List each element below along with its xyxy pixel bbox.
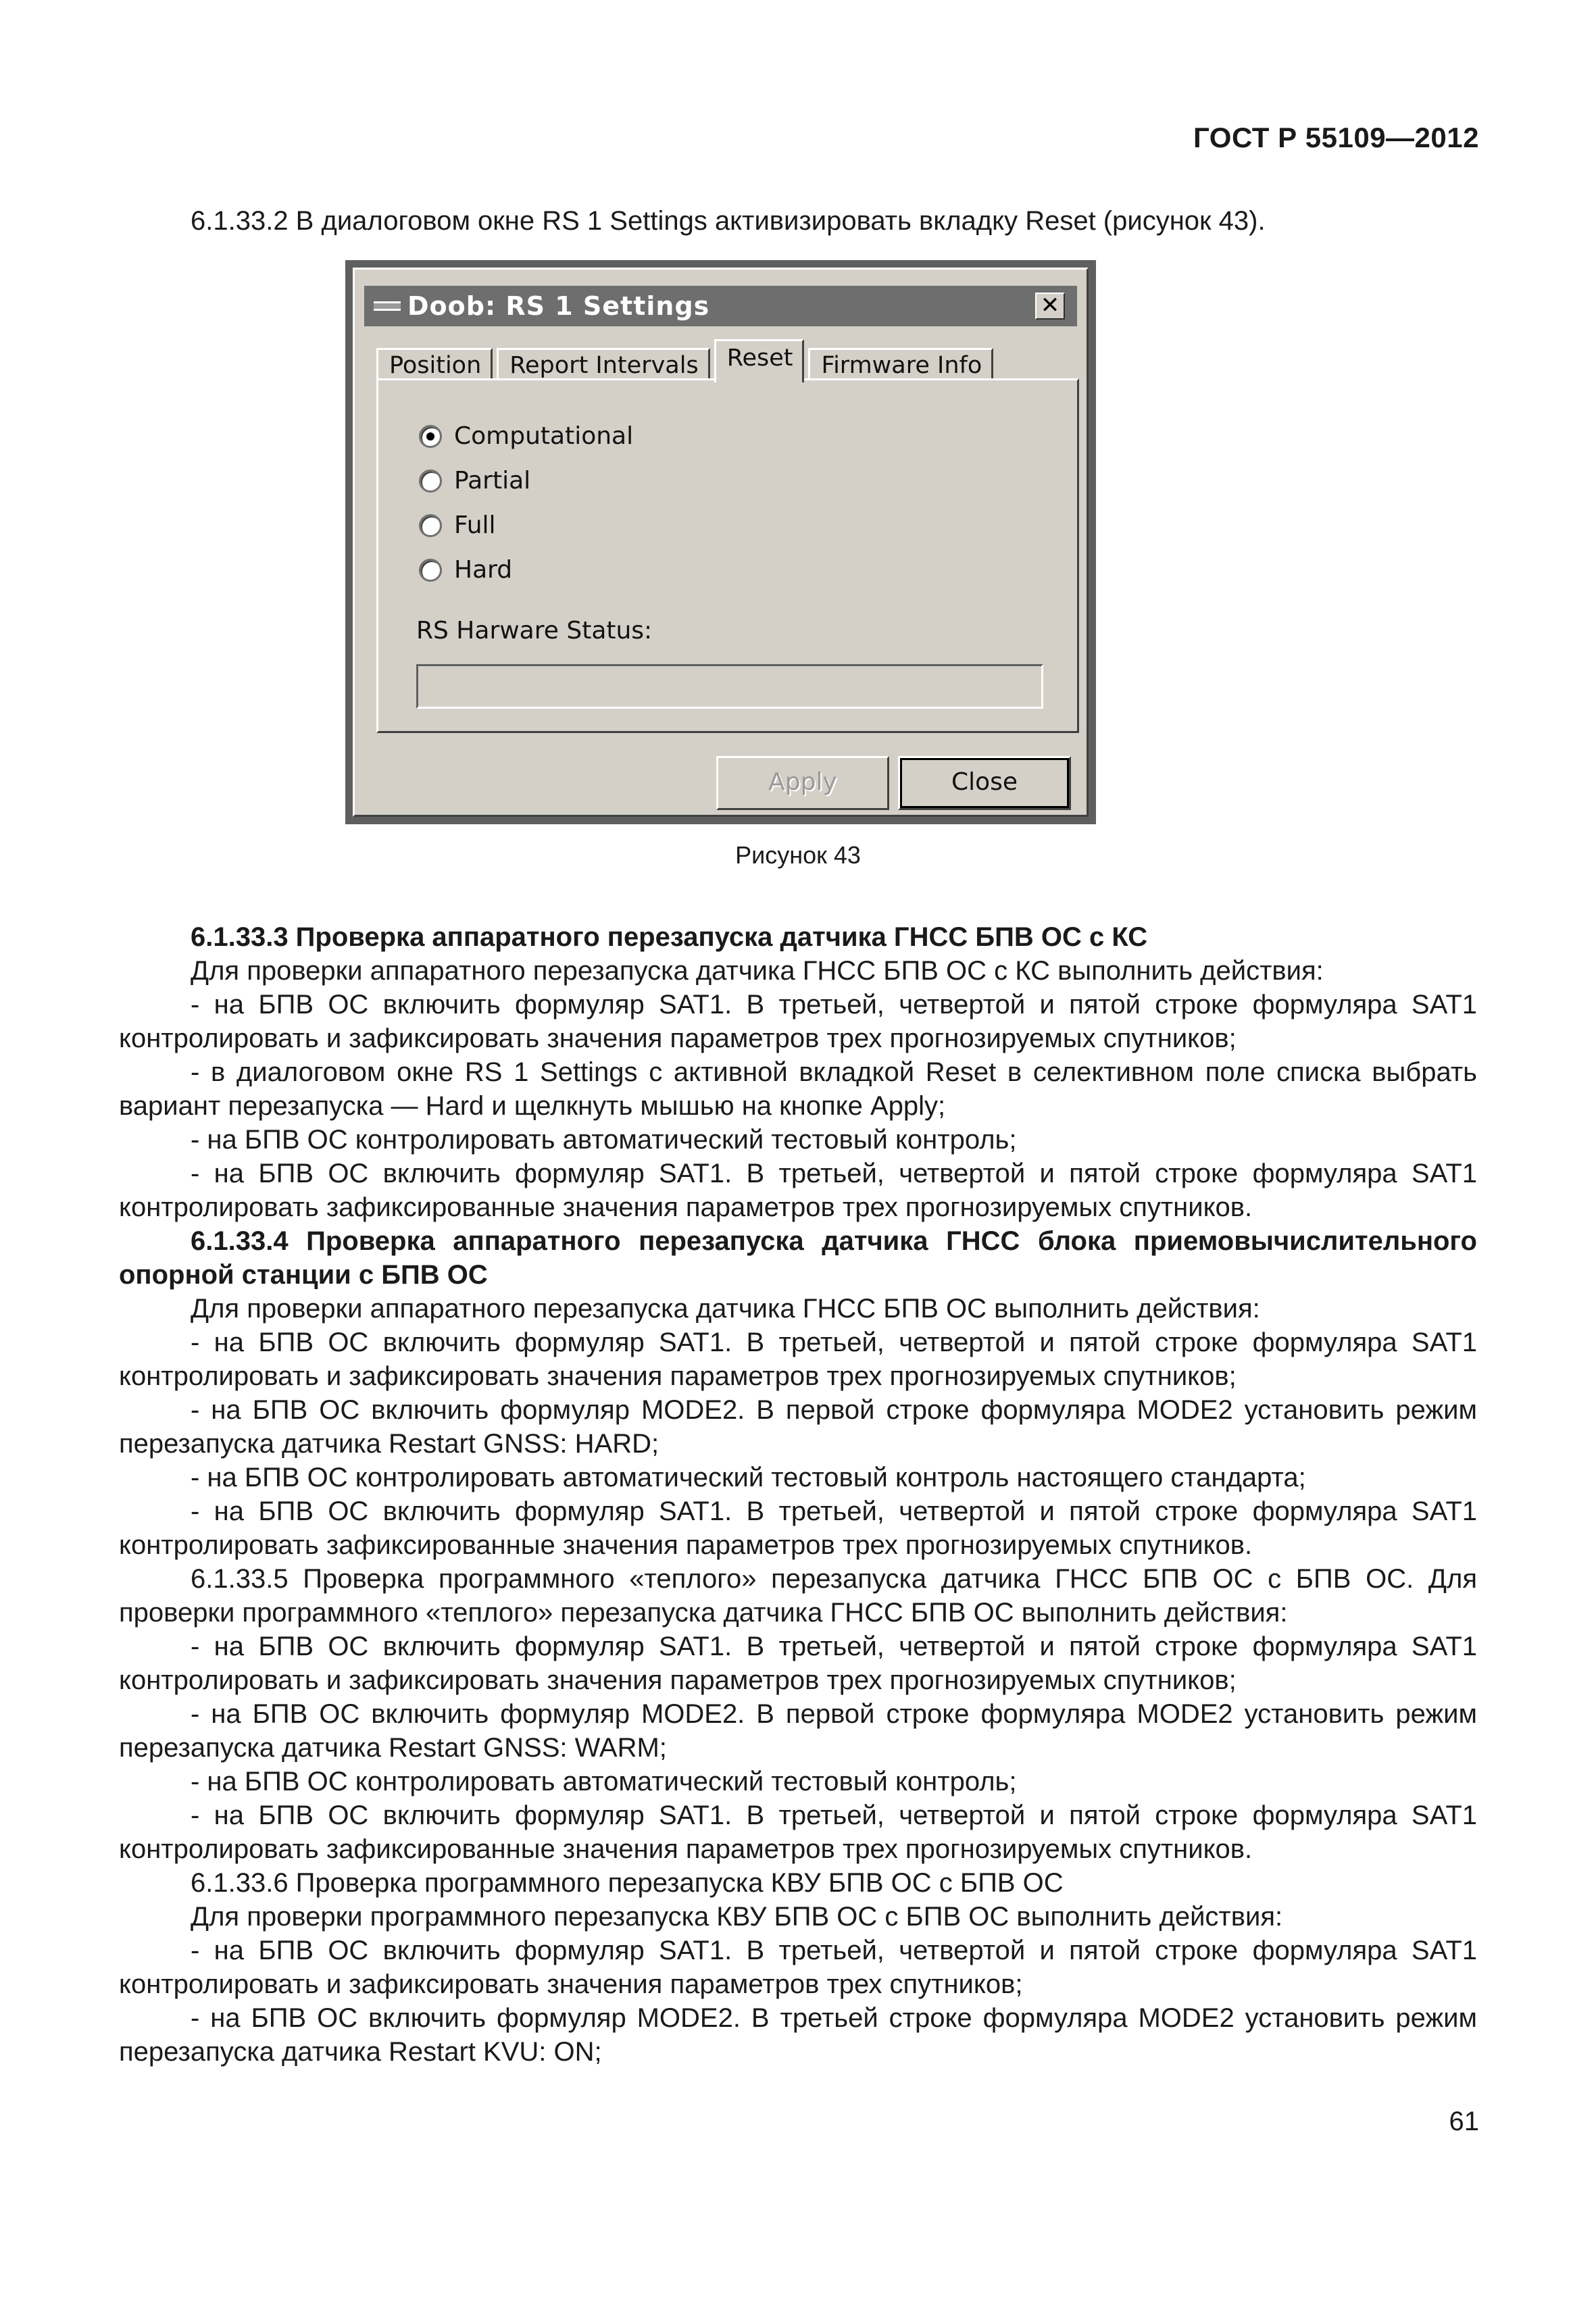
tab-firmware-info[interactable]: Firmware Info	[808, 348, 993, 380]
standard-header: ГОСТ Р 55109—2012	[1193, 122, 1479, 153]
radio-label: Partial	[454, 467, 531, 495]
paragraph: - на БПВ ОС контролировать автоматический тестовый контроль;	[191, 1767, 1017, 1796]
tab-report-intervals[interactable]: Report Intervals	[497, 348, 709, 380]
body-text	[119, 920, 1477, 2069]
dialog-titlebar[interactable]	[364, 286, 1077, 326]
window-menu-icon[interactable]	[374, 301, 401, 311]
radio-label: Computational	[454, 422, 634, 450]
paragraph: - на БПВ ОС включить формуляр MODE2. В третьей строке формуляра MODE2 установить режим перезапуска датчика Restart KVU: ON;	[119, 2003, 1477, 2067]
paragraph: - на БПВ ОС включить формуляр SAT1. В третьей, четвертой и пятой строке формуляра SAT1 контролировать зафиксированные значения параметров трех прогнозируемых спутников.	[119, 1496, 1477, 1560]
paragraph: Для проверки программного перезапуска КВУ БПВ ОС с БПВ ОС выполнить действия:	[191, 1902, 1283, 1932]
figure-caption: Рисунок 43	[735, 841, 861, 869]
paragraph: - на БПВ ОС включить формуляр SAT1. В третьей, четвертой и пятой строке формуляра SAT1 контролировать и зафиксировать значения параметров трех прогнозируемых спутников;	[119, 1632, 1477, 1695]
paragraph: - на БПВ ОС включить формуляр SAT1. В третьей, четвертой и пятой строке формуляра SAT1 контролировать и зафиксировать значения параметров трех прогнозируемых спутников;	[119, 1328, 1477, 1391]
section-heading: 6.1.33.3 Проверка аппаратного перезапуска датчика ГНСС БПВ ОС с КС	[191, 922, 1148, 952]
paragraph: - на БПВ ОС контролировать автоматический тестовый контроль настоящего стандарта;	[191, 1463, 1306, 1492]
paragraph: Для проверки аппаратного перезапуска датчика ГНСС БПВ ОС выполнить действия:	[191, 1294, 1260, 1324]
intro-paragraph: 6.1.33.2 В диалоговом окне RS 1 Settings активизировать вкладку Reset (рисунок 43).	[191, 206, 1266, 236]
radio-partial[interactable]	[419, 467, 530, 495]
paragraph: - на БПВ ОС включить формуляр MODE2. В первой строке формуляра MODE2 установить режим перезапуска датчика Restart GNSS: HARD;	[119, 1395, 1477, 1459]
tab-position[interactable]: Position	[376, 348, 493, 380]
dialog-screenshot-frame	[345, 260, 1096, 824]
tab-reset[interactable]: Reset	[714, 339, 805, 382]
paragraph: - на БПВ ОС контролировать автоматический тестовый контроль;	[191, 1125, 1017, 1155]
radio-computational[interactable]	[419, 422, 633, 450]
reset-tab-panel	[376, 378, 1079, 733]
dialog-title: Doob: RS 1 Settings	[407, 291, 710, 321]
paragraph: 6.1.33.5 Проверка программного «теплого» перезапуска датчика ГНСС БПВ ОС с БПВ ОС. Для проверки программного «теплого» перезапуска датчика ГНСС БПВ ОС выполнить действия:	[119, 1564, 1477, 1628]
paragraph: - на БПВ ОС включить формуляр SAT1. В третьей, четвертой и пятой строке формуляра SAT1 контролировать и зафиксировать значения параметров трех спутников;	[119, 1936, 1477, 1999]
hardware-status-label: RS Harware Status:	[416, 617, 653, 645]
radio-label: Full	[454, 511, 496, 539]
tab-bar	[376, 337, 997, 380]
section-heading: 6.1.33.4 Проверка аппаратного перезапуска датчика ГНСС блока приемовычислительного опорной станции с БПВ ОС	[119, 1226, 1477, 1290]
close-icon[interactable]: ✕	[1035, 293, 1065, 320]
rs1-settings-dialog	[353, 268, 1089, 817]
radio-label: Hard	[454, 556, 513, 584]
radio-checked-icon[interactable]	[419, 425, 442, 448]
paragraph: - на БПВ ОС включить формуляр MODE2. В первой строке формуляра MODE2 установить режим перезапуска датчика Restart GNSS: WARM;	[119, 1699, 1477, 1763]
radio-hard[interactable]	[419, 556, 512, 584]
radio-unchecked-icon[interactable]	[419, 514, 442, 537]
paragraph: - на БПВ ОС включить формуляр SAT1. В третьей, четвертой и пятой строке формуляра SAT1 контролировать и зафиксировать значения параметров трех прогнозируемых спутников;	[119, 990, 1477, 1053]
radio-unchecked-icon[interactable]	[419, 470, 442, 493]
page-number: 61	[1449, 2107, 1479, 2136]
paragraph: Для проверки аппаратного перезапуска датчика ГНСС БПВ ОС с КС выполнить действия:	[191, 956, 1324, 986]
radio-full[interactable]	[419, 511, 496, 539]
paragraph: - на БПВ ОС включить формуляр SAT1. В третьей, четвертой и пятой строке формуляра SAT1 контролировать зафиксированные значения параметров трех прогнозируемых спутников.	[119, 1801, 1477, 1864]
hardware-status-field	[416, 664, 1043, 709]
radio-unchecked-icon[interactable]	[419, 559, 442, 582]
paragraph: 6.1.33.6 Проверка программного перезапуска КВУ БПВ ОС с БПВ ОС	[191, 1868, 1064, 1898]
close-button[interactable]: Close	[898, 756, 1071, 810]
paragraph: - на БПВ ОС включить формуляр SAT1. В третьей, четвертой и пятой строке формуляра SAT1 контролировать зафиксированные значения параметров трех прогнозируемых спутников.	[119, 1159, 1477, 1222]
paragraph: - в диалоговом окне RS 1 Settings с активной вкладкой Reset в селективном поле списка выбрать вариант перезапуска — Hard и щелкнуть мышью на кнопке Apply;	[119, 1057, 1477, 1121]
apply-button[interactable]: Apply	[716, 756, 889, 810]
